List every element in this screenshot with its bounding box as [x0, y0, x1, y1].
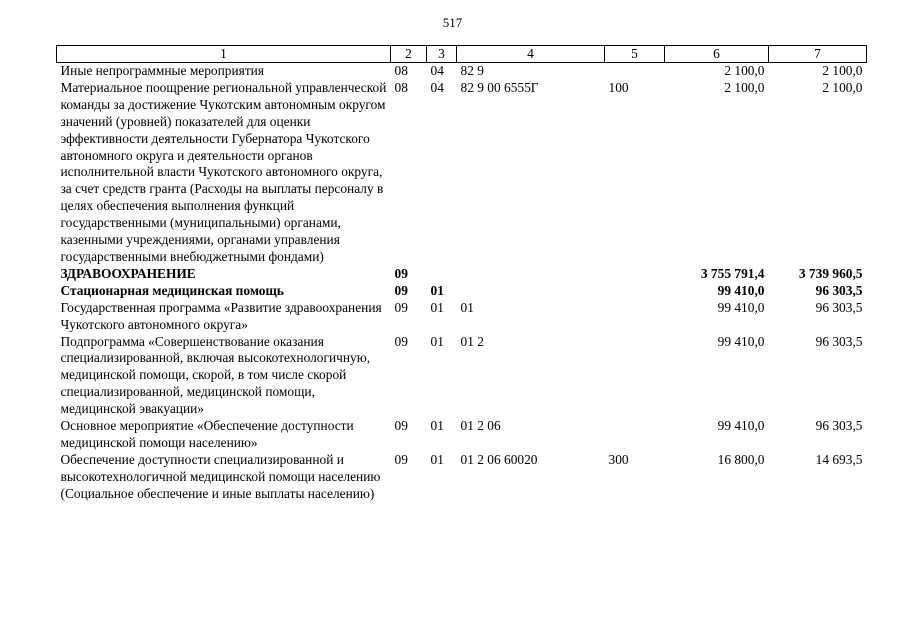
- row-section-code: 09: [394, 451, 408, 467]
- row-amount-1: 99 410,0: [717, 282, 765, 298]
- row-name: Государственная программа «Развитие здравоохранения Чукотского автономного округа»: [60, 299, 382, 332]
- header-col-5: 5: [605, 46, 665, 63]
- row-section-code: 08: [394, 79, 408, 95]
- header-col-6: 6: [665, 46, 769, 63]
- table-row: [57, 80, 867, 266]
- row-name: ЗДРАВООХРАНЕНИЕ: [60, 265, 196, 281]
- table-row: [57, 300, 867, 334]
- header-col-2: 2: [391, 46, 427, 63]
- row-expense-type-code: [605, 266, 665, 283]
- row-amount-2: 96 303,5: [815, 282, 863, 298]
- row-subsection-code: 04: [430, 79, 444, 95]
- row-expense-type-code: [605, 418, 665, 452]
- row-subsection-code: 01: [430, 282, 444, 298]
- row-subsection-code: 01: [430, 451, 444, 467]
- row-amount-1: 16 800,0: [717, 451, 765, 467]
- row-target-article-code: 01 2 06 60020: [460, 451, 538, 467]
- row-amount-1: 99 410,0: [717, 299, 765, 315]
- row-name: Иные непрограммные мероприятия: [60, 63, 264, 78]
- row-amount-2: 2 100,0: [822, 63, 863, 78]
- row-target-article-code: 01 2 06: [460, 418, 501, 434]
- row-section-code: 09: [394, 265, 408, 281]
- row-expense-type-code: [605, 283, 665, 300]
- table-header-row: [57, 46, 867, 63]
- row-subsection-code: 01: [430, 299, 444, 315]
- budget-table: [56, 45, 867, 503]
- row-subsection-code: 01: [430, 418, 444, 434]
- row-name: Стационарная медицинская помощь: [60, 282, 284, 298]
- header-col-3: 3: [427, 46, 457, 63]
- table-body: [57, 63, 867, 503]
- row-target-article-code: [457, 266, 605, 283]
- row-expense-type-code: [605, 334, 665, 419]
- row-name: Подпрограмма «Совершенствование оказания специализированной, включая высокотехнологичную, медицинской помощи, скорой, в том числе скорой специализированной, медицинской помощи, медицинской эвакуации»: [60, 333, 371, 417]
- row-amount-1: 99 410,0: [717, 418, 765, 434]
- table-row: [57, 418, 867, 452]
- row-subsection-code: 01: [430, 333, 444, 349]
- header-col-7: 7: [769, 46, 867, 63]
- row-section-code: 09: [394, 333, 408, 349]
- row-amount-1: 3 755 791,4: [700, 265, 765, 281]
- table-row: [57, 334, 867, 419]
- table-row: [57, 283, 867, 300]
- row-name: Материальное поощрение региональной управленческой команды за достижение Чукотским автономным округом значений (уровней) показателей для оценки эффективности деятельности Губернатора Чукотского автономного округа и деятельности органов исполнительной власти Чукотского автономного округа, за счет средств гранта (Расходы на выплаты персоналу в целях обеспечения выполнения функций государственными (муниципальными) органами, казенными учреждениями, органами управления государственными внебюджетными фондами): [60, 79, 387, 264]
- row-target-article-code: 82 9: [460, 63, 484, 78]
- table-row: [57, 63, 867, 80]
- row-expense-type-code: [605, 63, 665, 80]
- row-section-code: 09: [394, 418, 408, 434]
- row-name: Обеспечение доступности специализированной и высокотехнологичной медицинской помощи населению (Социальное обеспечение и иные выплаты населению): [60, 451, 381, 501]
- row-expense-type-code: 100: [608, 79, 629, 95]
- row-amount-1: 99 410,0: [717, 333, 765, 349]
- row-amount-1: 2 100,0: [724, 79, 765, 95]
- row-amount-2: 3 739 960,5: [798, 265, 863, 281]
- row-amount-2: 96 303,5: [815, 299, 863, 315]
- row-target-article-code: [457, 283, 605, 300]
- row-amount-2: 96 303,5: [815, 333, 863, 349]
- header-col-1: 1: [57, 46, 391, 63]
- row-amount-1: 2 100,0: [724, 63, 765, 78]
- row-amount-2: 14 693,5: [815, 451, 863, 467]
- row-section-code: 09: [394, 282, 408, 298]
- table-row: [57, 452, 867, 503]
- row-target-article-code: 82 9 00 6555Г: [460, 79, 539, 95]
- row-expense-type-code: 300: [608, 451, 629, 467]
- row-name: Основное мероприятие «Обеспечение доступности медицинской помощи населению»: [60, 418, 354, 450]
- row-subsection-code: [427, 266, 457, 283]
- table-row: [57, 266, 867, 283]
- page-number: 517: [442, 15, 463, 30]
- header-col-4: 4: [457, 46, 605, 63]
- row-target-article-code: 01 2: [460, 333, 484, 349]
- row-subsection-code: 04: [430, 63, 444, 78]
- row-target-article-code: 01: [460, 299, 474, 315]
- row-amount-2: 96 303,5: [815, 418, 863, 434]
- row-amount-2: 2 100,0: [822, 79, 863, 95]
- row-section-code: 08: [394, 63, 408, 78]
- row-section-code: 09: [394, 299, 408, 315]
- row-expense-type-code: [605, 300, 665, 334]
